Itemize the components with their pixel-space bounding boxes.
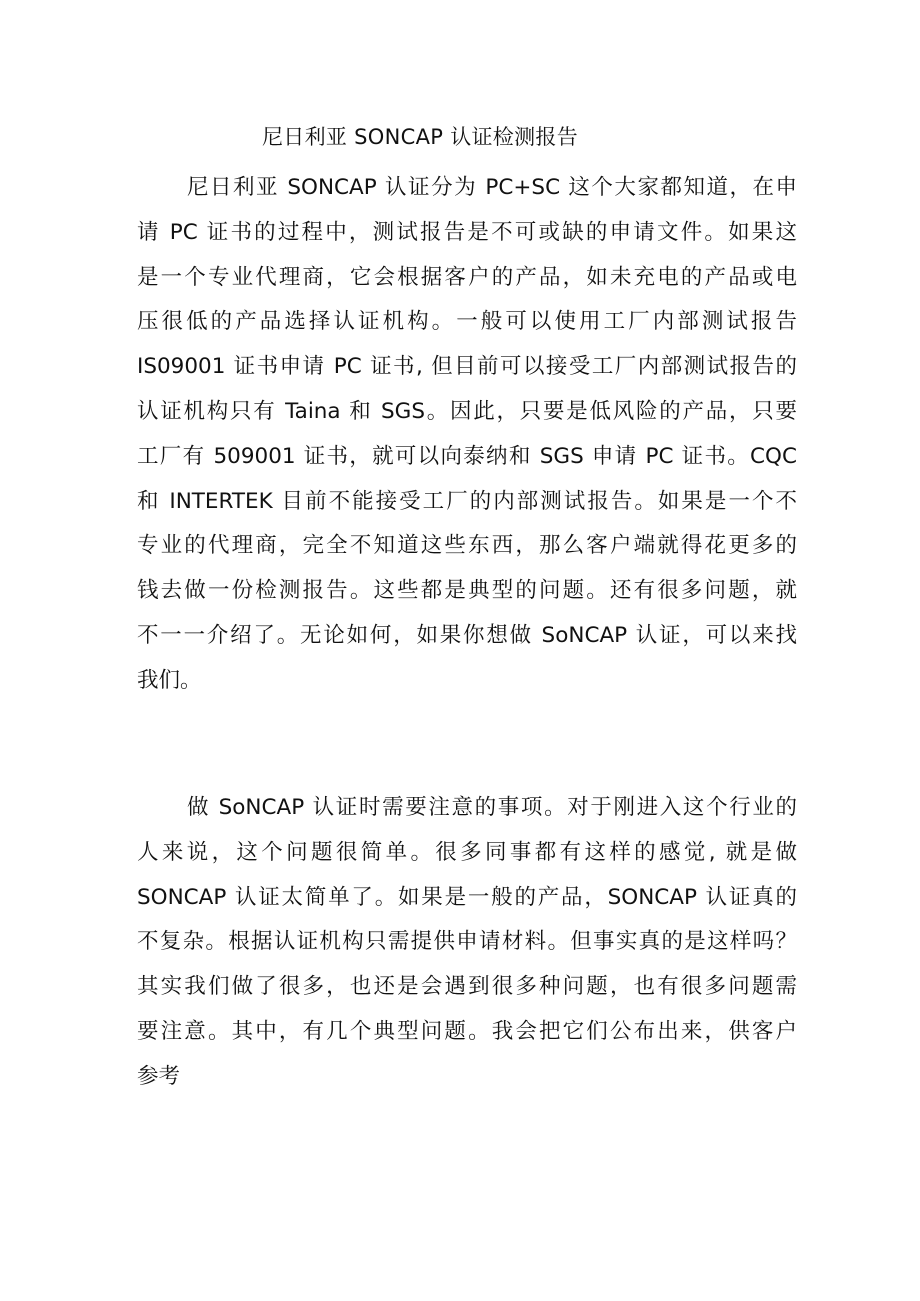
text-line: 钱去做一份检测报告。这些都是典型的问题。还有很多问题，就 [137, 578, 797, 604]
text-line: 不复杂。根据认证机构只需提供申请材料。但事实真的是这样吗？ [137, 929, 797, 955]
text-line: 专业的代理商，完全不知道这些东西，那么客户端就得花更多的 [137, 533, 797, 559]
text-line: SONCAP 认证太简单了。如果是一般的产品，SONCAP 认证真的 [137, 884, 797, 910]
text-line: 尼日利亚 SONCAP 认证分为 PC+SC 这个大家都知道，在申 [187, 175, 797, 200]
text-line: 我们。 [137, 667, 202, 693]
text-line: 是一个专业代理商，它会根据客户的产品，如未充电的产品或电 [137, 264, 797, 290]
text-line: 人来说，这个问题很简单。很多同事都有这样的感觉, 就是做 [137, 839, 797, 865]
text-line: 压很低的产品选择认证机构。一般可以使用工厂内部测试报告 [137, 309, 797, 335]
text-line: 认证机构只有 Taina 和 SGS。因此，只要是低风险的产品，只要 [137, 398, 797, 424]
text-line: 工厂有 509001 证书，就可以向泰纳和 SGS 申请 PC 证书。CQC [137, 443, 797, 469]
text-line: 参考 [137, 1063, 181, 1089]
text-line: 其实我们做了很多，也还是会遇到很多种问题，也有很多问题需 [137, 974, 797, 1000]
text-line: 和 INTERTEK 目前不能接受工厂的内部测试报告。如果是一个不 [137, 488, 797, 514]
document-title: 尼日利亚 SONCAP 认证检测报告 [262, 125, 579, 149]
text-line: 要注意。其中，有几个典型问题。我会把它们公布出来，供客户 [137, 1018, 797, 1044]
text-line: 不一一介绍了。无论如何，如果你想做 SoNCAP 认证，可以来找 [137, 622, 797, 648]
text-line: 请 PC 证书的过程中，测试报告是不可或缺的申请文件。如果这 [137, 219, 797, 245]
paragraph-1 [137, 166, 797, 704]
paragraph-2 [137, 786, 797, 1100]
text-line: IS09001 证书申请 PC 证书, 但目前可以接受工厂内部测试报告的 [137, 354, 797, 380]
text-line: 做 SoNCAP 认证时需要注意的事项。对于刚进入这个行业的 [187, 795, 797, 820]
